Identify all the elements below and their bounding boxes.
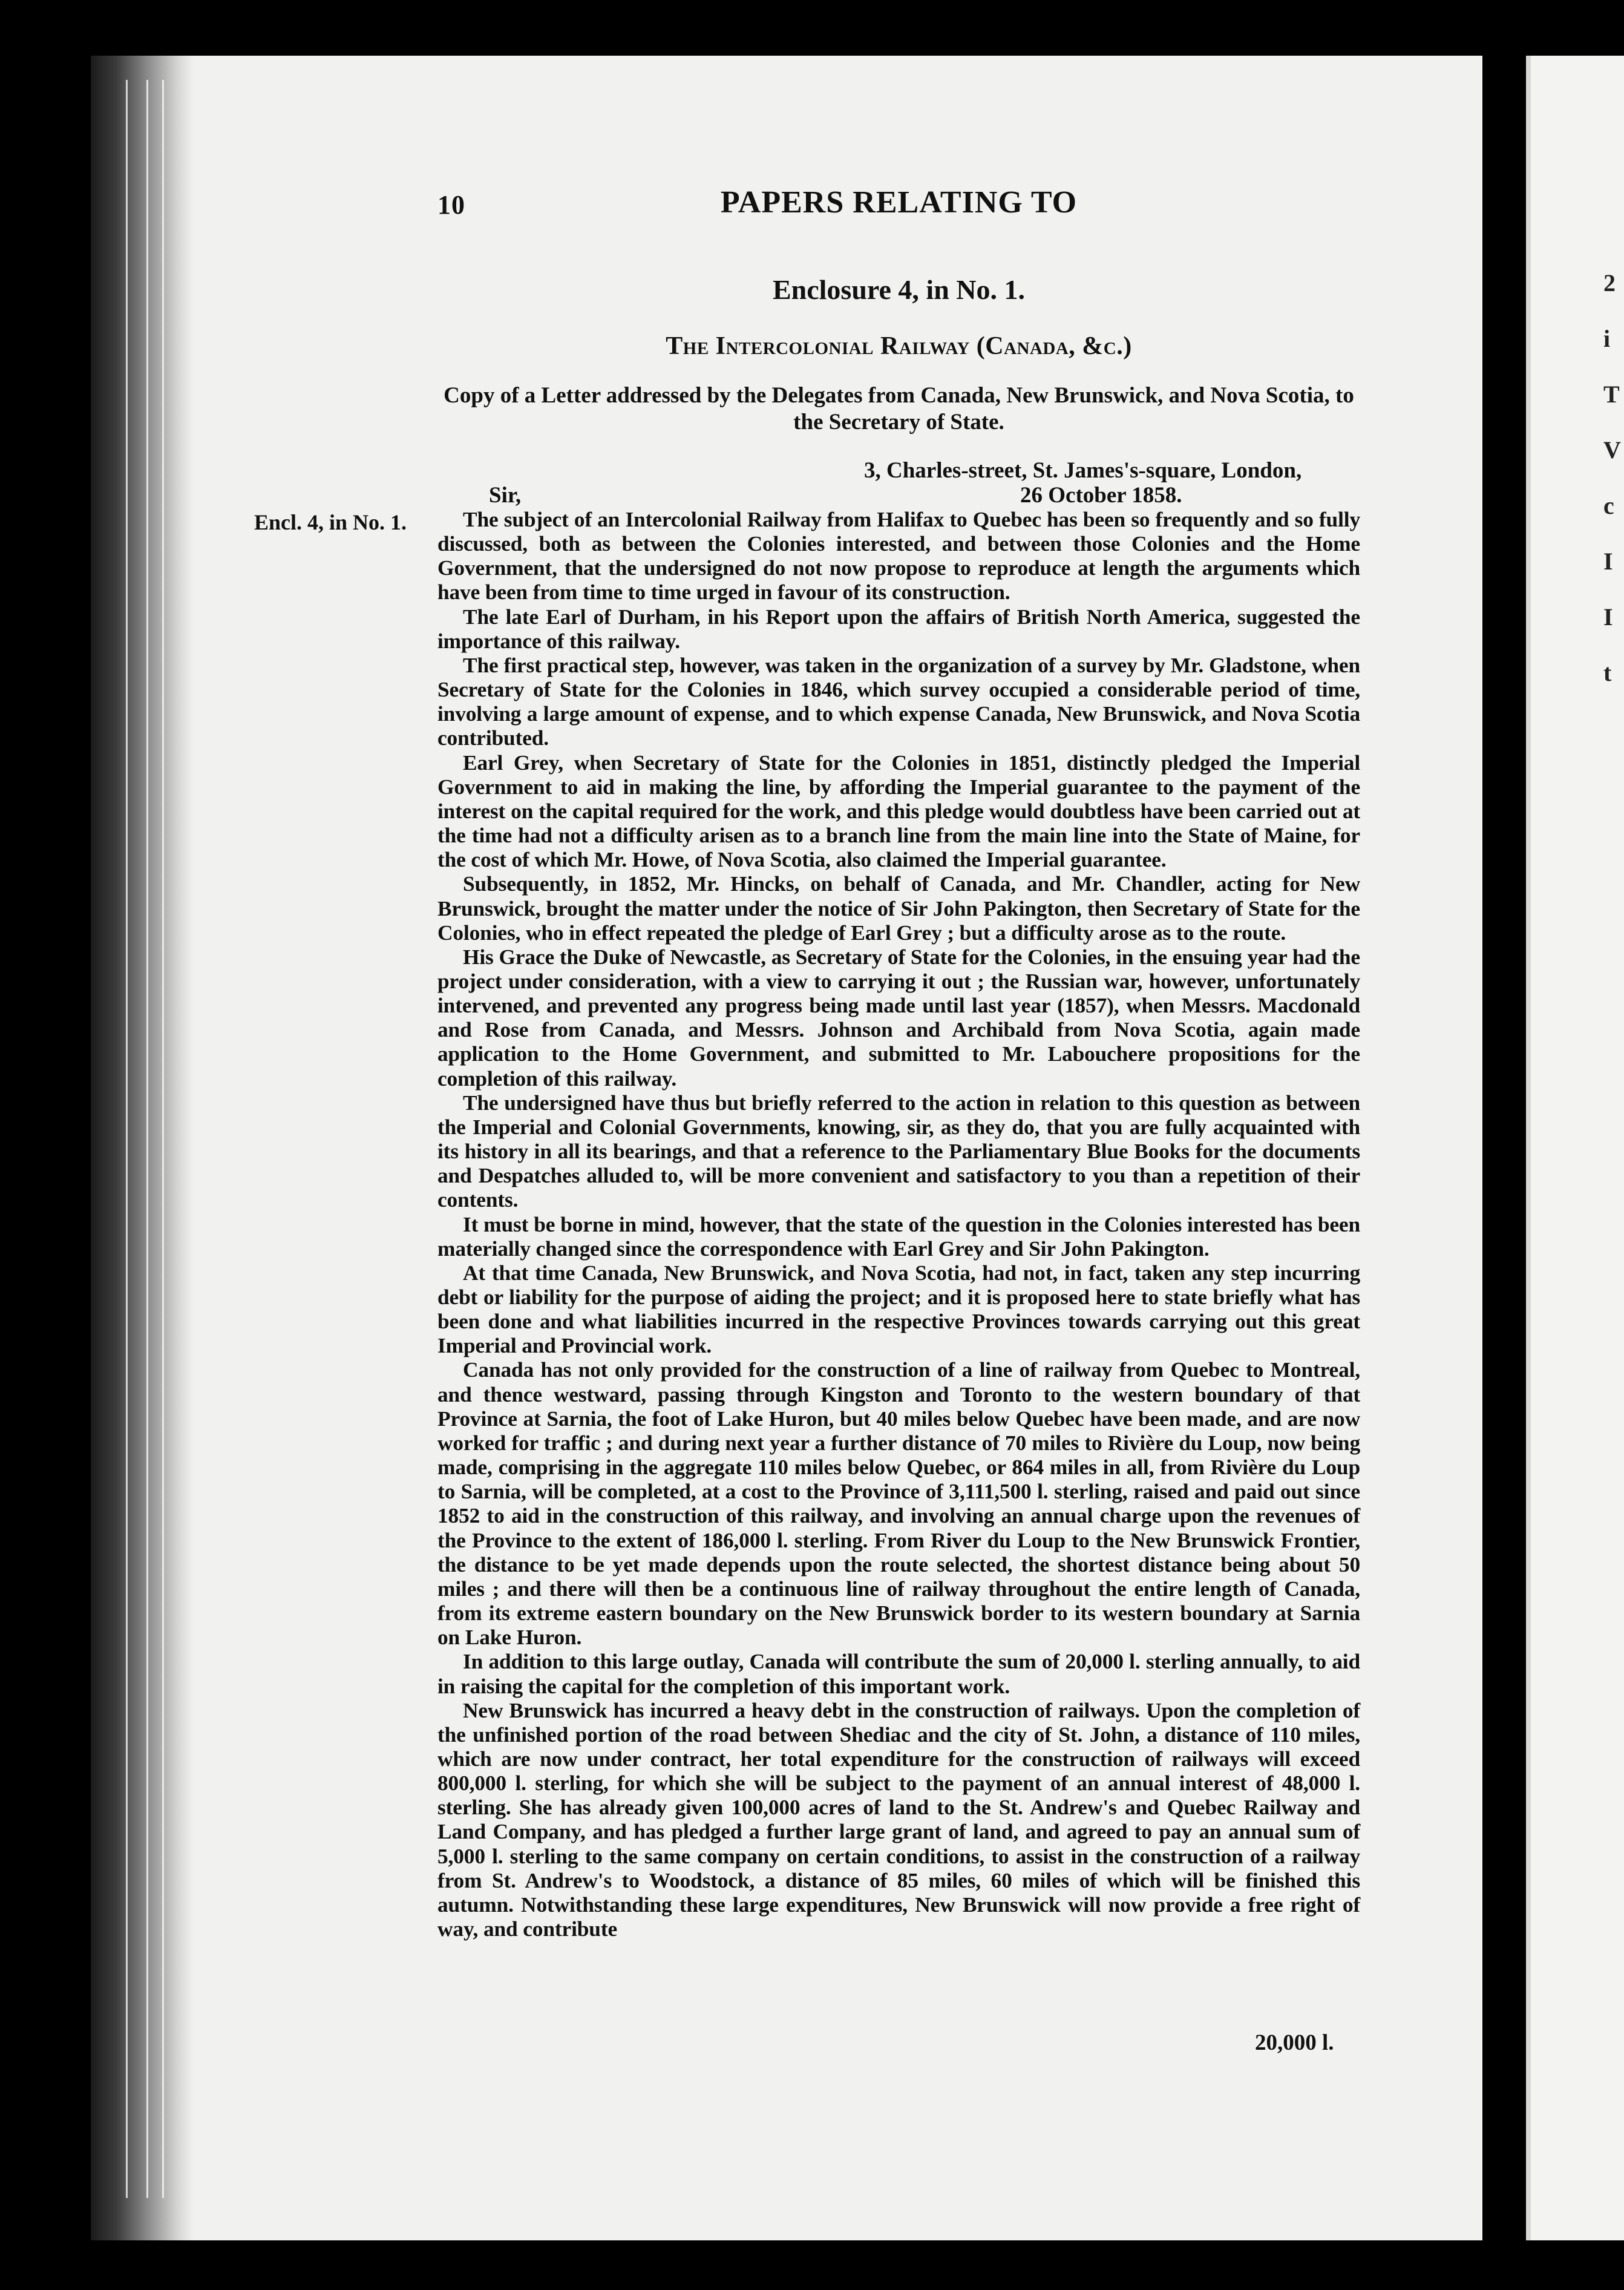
paragraph: At that time Canada, New Brunswick, and Nova Scotia, had not, in fact, taken any step incurring debt or liability for the purpose of aiding the project; and it is proposed here to state briefly what has been done and what liabilities incurred in the respective Provinces towards carrying out this great Imperial and Provincial work. bbox=[437, 1260, 1360, 1358]
enclosure-title: Enclosure 4, in No. 1. bbox=[772, 274, 1026, 305]
paragraph: New Brunswick has incurred a heavy debt in the construction of railways. Upon the completion of the unfinished portion of the road between Shediac and the city of St. John, a distance of 110 miles, which are now under contract, her total expenditure for the construction of railways will exceed 800,000 l. sterling, for which she will be subject to the payment of an annual interest of 48,000 l. sterling. She has already given 100,000 acres of land to the St. Andrew's and Quebec Railway and Land Company, and has pledged a further large grant of land, and agreed to pay an annual sum of 5,000 l. sterling to the same company on certain conditions, to assist in the construction of a railway from St. Andrew's to Woodstock, a distance of 85 miles, 60 miles of which will be finished this autumn. Notwithstanding these large expenditures, New Brunswick will now provide a free right of way, and contribute bbox=[437, 1698, 1360, 1941]
sender-address: 3, Charles-street, St. James's-square, London, bbox=[864, 458, 1302, 483]
paragraph: It must be borne in mind, however, that the state of the question in the Colonies interested has been materially changed since the correspondence with Earl Grey and Sir John Pakington. bbox=[437, 1212, 1360, 1261]
paragraph: The first practical step, however, was taken in the organization of a survey by Mr. Gladstone, when Secretary of State for the Colonies in 1846, which survey occupied a considerable period of time, involving a large amount of expense, and to which expense Canada, New Brunswick, and Nova Scotia contributed. bbox=[437, 652, 1360, 750]
gutter-crease bbox=[146, 80, 148, 2198]
paragraph: His Grace the Duke of Newcastle, as Secretary of State for the Colonies, in the ensuing year had the project under consideration, with a view to carrying it out ; the Russian war, however, unfortunately intervened, and prevented any progress being made until last year (1857), when Messrs. Macdonald and Rose from Canada, and Messrs. Johnson and Archibald from Nova Scotia, again made application to the Home Government, and submitted to Mr. Labouchere propositions for the completion of this railway. bbox=[437, 944, 1360, 1091]
subject-title: The Intercolonial Railway (Canada, &c.) bbox=[666, 332, 1132, 360]
page-header: PAPERS RELATING TO bbox=[720, 185, 1078, 220]
page-edge-shadow bbox=[1526, 56, 1531, 2240]
page-continuation: 20,000 l. bbox=[1255, 2030, 1334, 2055]
gutter-crease bbox=[162, 80, 164, 2198]
salutation: Sir, bbox=[489, 483, 522, 508]
paragraph: In addition to this large outlay, Canada will contribute the sum of 20,000 l. sterling annually, to aid in raising the capital for the completion of this important work. bbox=[437, 1649, 1360, 1698]
paragraph: The subject of an Intercolonial Railway from Halifax to Quebec has been so frequently and so fully discussed, both as between the Colonies interested, and between those Colonies and the Home Government, that the undersigned do not now propose to reproduce at length the arguments which have been from time to time urged in favour of its construction. bbox=[437, 507, 1360, 605]
paragraph: Earl Grey, when Secretary of State for the Colonies in 1851, distinctly pledged the Imperial Government to aid in making the line, by affording the Imperial guarantee to the payment of the interest on the capital required for the work, and this pledge would doubtless have been carried out at the time had not a difficulty arisen as to a branch line from the main line into the State of Maine, for the cost of which Mr. Howe, of Nova Scotia, also claimed the Imperial guarantee. bbox=[437, 750, 1360, 872]
paragraph: Canada has not only provided for the construction of a line of railway from Quebec to Montreal, and thence westward, passing through Kingston and Toronto to the western boundary of that Province at Sarnia, the foot of Lake Huron, but 40 miles below Quebec have been made, and are now worked for traffic ; and during next year a further distance of 70 miles to Rivière du Loup, now being made, comprising in the aggregate 110 miles below Quebec, or 864 miles in all, from Rivière du Loup to Sarnia, will be completed, at a cost to the Province of 3,111,500 l. sterling, raised and paid out since 1852 to aid in the construction of this railway, and involving an annual charge upon the revenues of the Province to the extent of 186,000 l. sterling. From River du Loup to the New Brunswick Frontier, the distance to be yet made depends upon the route selected, the shortest distance being about 50 miles ; and there will then be a continuous line of railway throughout the entire length of Canada, from its extreme eastern boundary on the New Brunswick border to its western boundary at Sarnia on Lake Huron. bbox=[437, 1357, 1360, 1650]
letter-body bbox=[437, 507, 1360, 1941]
cropped-adjacent-text: 2 i T V c I I t bbox=[1603, 269, 1621, 686]
paragraph: Subsequently, in 1852, Mr. Hincks, on behalf of Canada, and Mr. Chandler, acting for New Brunswick, brought the matter under the notice of Sir John Pakington, then Secretary of State for the Colonies, who in effect repeated the pledge of Earl Grey ; but a difficulty arose as to the route. bbox=[437, 871, 1360, 945]
gutter-crease bbox=[126, 80, 128, 2198]
adjacent-page-edge bbox=[1526, 56, 1624, 2240]
margin-note: Encl. 4, in No. 1. bbox=[254, 510, 407, 534]
letter-date: 26 October 1858. bbox=[1020, 483, 1182, 508]
letter-title: Copy of a Letter addressed by the Delegates from Canada, New Brunswick, and Nova Scotia, to the Secretary of State. bbox=[444, 383, 1354, 435]
running-head bbox=[437, 185, 1360, 227]
paragraph: The late Earl of Durham, in his Report upon the affairs of British North America, suggested the importance of this railway. bbox=[437, 604, 1360, 653]
page-number: 10 bbox=[437, 190, 465, 220]
paragraph: The undersigned have thus but briefly referred to the action in relation to this question as between the Imperial and Colonial Governments, knowing, sir, as they do, that you are fully acquainted with its history in all its bearings, and that a reference to the Parliamentary Blue Books for the documents and Despatches alluded to, will be more convenient and satisfactory to you than a repetition of their contents. bbox=[437, 1090, 1360, 1212]
binding-gutter-shadow bbox=[91, 56, 194, 2240]
